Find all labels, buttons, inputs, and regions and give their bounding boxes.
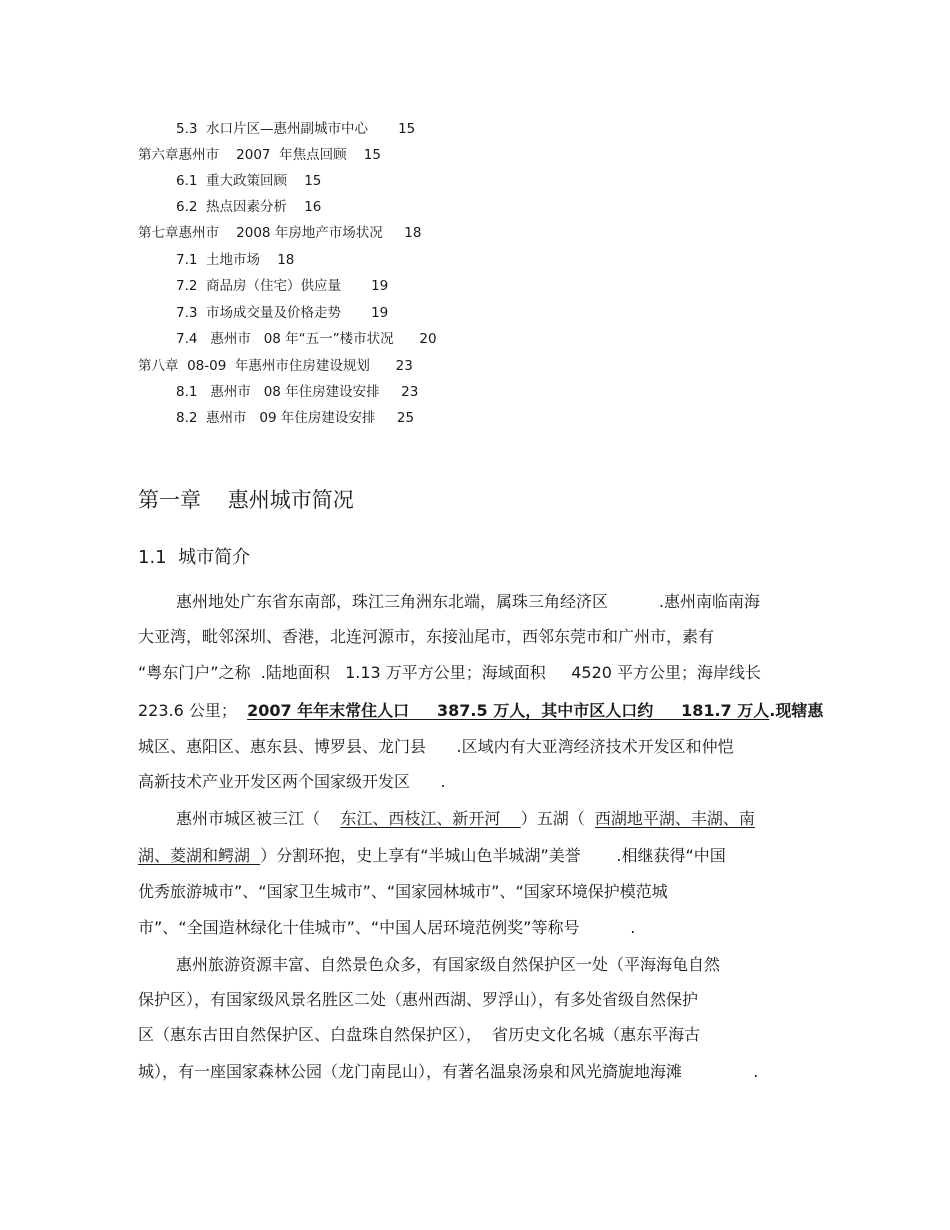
text-line: “粤东门户”之称 .陆地面积 1.13 万平方公里；海域面积 4520 平方公里；海岸线长 xyxy=(138,663,762,682)
chapter-title: 第一章 惠州城市简况 xyxy=(138,488,354,512)
toc-entry[interactable]: 第七章惠州市 2008 年房地产市场状况 18 xyxy=(138,225,422,241)
text-line: 城），有一座国家森林公园（龙门南昆山），有著名温泉汤泉和风光旖旎地海滩 . xyxy=(138,1062,759,1081)
text-line: 优秀旅游城市”、“国家卫生城市”、“国家园林城市”、“国家环境保护模范城 xyxy=(138,882,668,901)
toc-entry[interactable]: 6.1 重大政策回顾 15 xyxy=(176,173,322,189)
toc-entry[interactable]: 8.2 惠州市 09 年住房建设安排 25 xyxy=(176,410,415,426)
toc-entry[interactable]: 7.2 商品房（住宅）供应量 19 xyxy=(176,278,389,294)
text-line: 大亚湾，毗邻深圳、香港，北连河源市，东接汕尾市，西邻东莞市和广州市，素有 xyxy=(138,627,715,646)
toc-entry[interactable]: 第六章惠州市 2007 年焦点回顾 15 xyxy=(138,147,381,163)
lakes-highlight: 湖、菱湖和鳄湖 xyxy=(138,846,261,865)
text-line xyxy=(138,700,823,722)
lakes-highlight: 西湖地平湖、丰湖、南 xyxy=(594,809,755,828)
rivers-highlight: 东江、西枝江、新开河 xyxy=(340,809,521,828)
text-line: 惠州旅游资源丰富、自然景色众多，有国家级自然保护区一处（平海海龟自然 xyxy=(176,955,721,974)
text-line: 市”、“全国造林绿化十佳城市”、“中国人居环境范例奖”等称号 . xyxy=(138,918,636,937)
toc-entry[interactable]: 5.3 水口片区—惠州副城市中心 15 xyxy=(176,121,416,137)
text-segment: .现辖惠 xyxy=(769,701,824,720)
text-line: 惠州地处广东省东南部，珠江三角洲东北端，属珠三角经济区 .惠州南临南海 xyxy=(176,592,760,611)
text-line xyxy=(176,808,755,830)
text-line: 高新技术产业开发区两个国家级开发区 . xyxy=(138,772,446,791)
toc-entry[interactable]: 8.1 惠州市 08 年住房建设安排 23 xyxy=(176,384,419,400)
text-segment: ）五湖（ xyxy=(520,809,595,828)
text-segment: ）分割环抱，史上享有“半城山色半城湖”美誉 .相继获得“中国 xyxy=(260,846,726,865)
population-highlight: 2007 年年末常住人口 387.5 万人，其中市区人口约 181.7 万人 xyxy=(247,701,770,720)
section-title: 1.1 城市简介 xyxy=(138,547,251,568)
toc-entry[interactable]: 7.3 市场成交量及价格走势 19 xyxy=(176,305,389,321)
toc-entry[interactable]: 第八章 08-09 年惠州市住房建设规划 23 xyxy=(138,358,413,374)
text-line xyxy=(138,845,726,867)
toc-entry[interactable]: 7.4 惠州市 08 年“五一”楼市状况 20 xyxy=(176,331,437,347)
text-segment: 惠州市城区被三江（ xyxy=(176,809,341,828)
text-line: 保护区），有国家级风景名胜区二处（惠州西湖、罗浮山），有多处省级自然保护 xyxy=(138,990,699,1009)
text-line: 城区、惠阳区、惠东县、博罗县、龙门县 .区域内有大亚湾经济技术开发区和仲恺 xyxy=(138,737,734,756)
text-line: 区（惠东古田自然保护区、白盘珠自然保护区）， 省历史文化名城（惠东平海古 xyxy=(138,1025,701,1044)
text-segment: 223.6 公里； xyxy=(138,701,248,720)
toc-entry[interactable]: 6.2 热点因素分析 16 xyxy=(176,199,322,215)
toc-entry[interactable]: 7.1 土地市场 18 xyxy=(176,252,295,268)
